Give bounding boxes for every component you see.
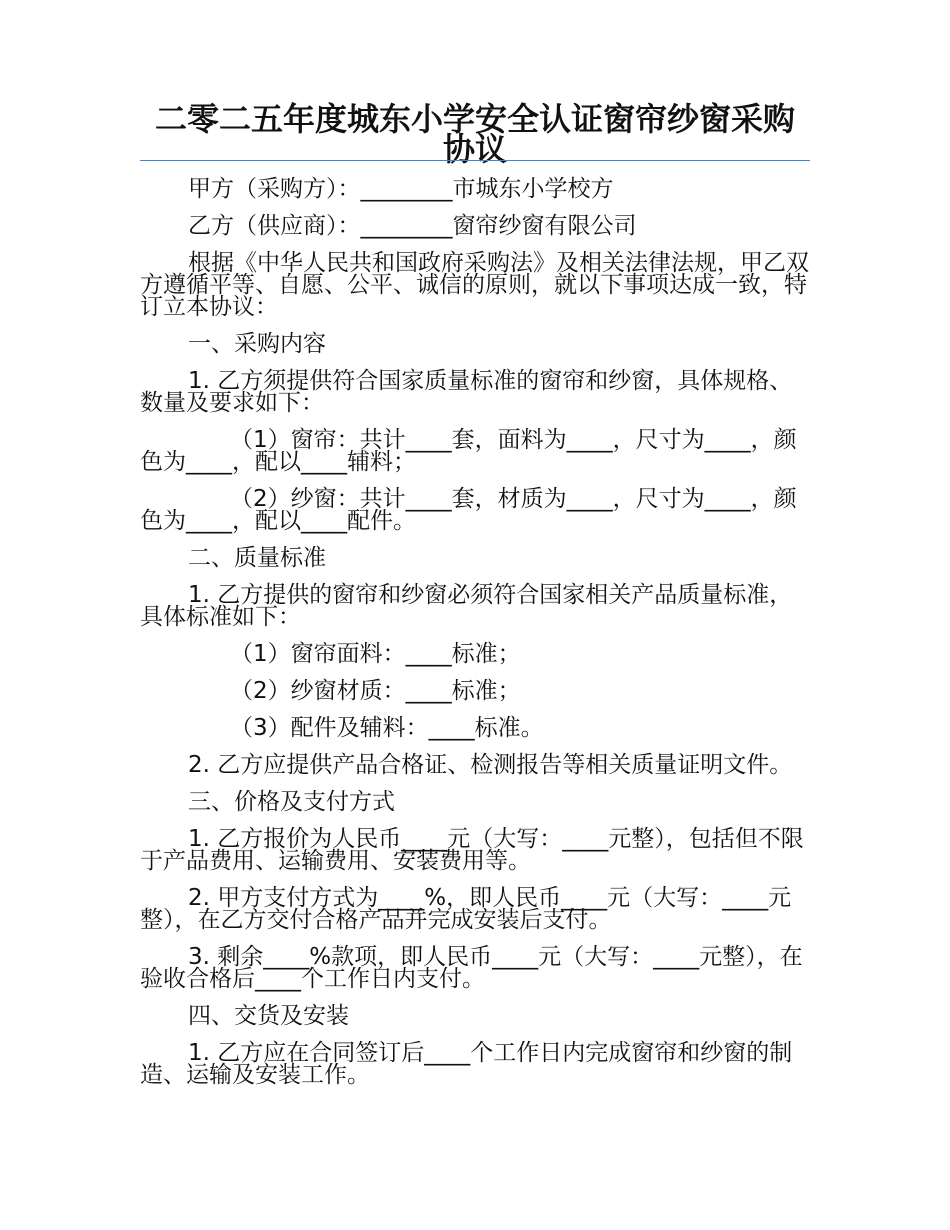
paragraph: 2. 乙方应提供产品合格证、检测报告等相关质量证明文件。 — [188, 752, 793, 778]
paragraph: 甲方（采购方）：________市城东小学校方 — [188, 176, 614, 202]
paragraph: （1）窗帘：共计____套，面料为____，尺寸为____，颜色为____，配以____辅料； — [140, 427, 797, 475]
paragraph: （2）纱窗：共计____套，材质为____，尺寸为____，颜色为____，配以____配件。 — [140, 486, 797, 534]
paragraph: 2. 甲方支付方式为____%，即人民币____元（大写：____元整），在乙方交付合格产品并完成安装后支付。 — [140, 885, 792, 933]
paragraph: 一、采购内容 — [188, 331, 326, 357]
paragraph: 四、交货及安装 — [188, 1003, 349, 1029]
paragraph: 根据《中华人民共和国政府采购法》及相关法律法规，甲乙双方遵循平等、自愿、公平、诚信的原则，就以下事项达成一致，特订立本协议： — [140, 250, 809, 320]
title-divider — [140, 160, 810, 161]
document-title: 二零二五年度城东小学安全认证窗帘纱窗采购协议 — [154, 100, 795, 168]
paragraph: 1. 乙方报价为人民币____元（大写：____元整），包括但不限于产品费用、运输费用、安装费用等。 — [140, 826, 804, 874]
document-body — [140, 178, 810, 1101]
paragraph: （3）配件及辅料：____标准。 — [230, 715, 544, 741]
paragraph: （2）纱窗材质：____标准； — [230, 678, 521, 704]
paragraph: （1）窗帘面料：____标准； — [230, 641, 521, 667]
paragraph: 3. 剩余____%款项，即人民币____元（大写：____元整），在验收合格后____个工作日内支付。 — [140, 944, 803, 992]
paragraph: 1. 乙方提供的窗帘和纱窗必须符合国家相关产品质量标准，具体标准如下： — [140, 582, 793, 630]
paragraph: 1. 乙方应在合同签订后____个工作日内完成窗帘和纱窗的制造、运输及安装工作。 — [140, 1040, 793, 1088]
paragraph: 二、质量标准 — [188, 545, 326, 571]
paragraph: 三、价格及支付方式 — [188, 789, 395, 815]
paragraph: 1. 乙方须提供符合国家质量标准的窗帘和纱窗，具体规格、数量及要求如下： — [140, 368, 793, 416]
paragraph: 乙方（供应商）：________窗帘纱窗有限公司 — [188, 213, 637, 239]
